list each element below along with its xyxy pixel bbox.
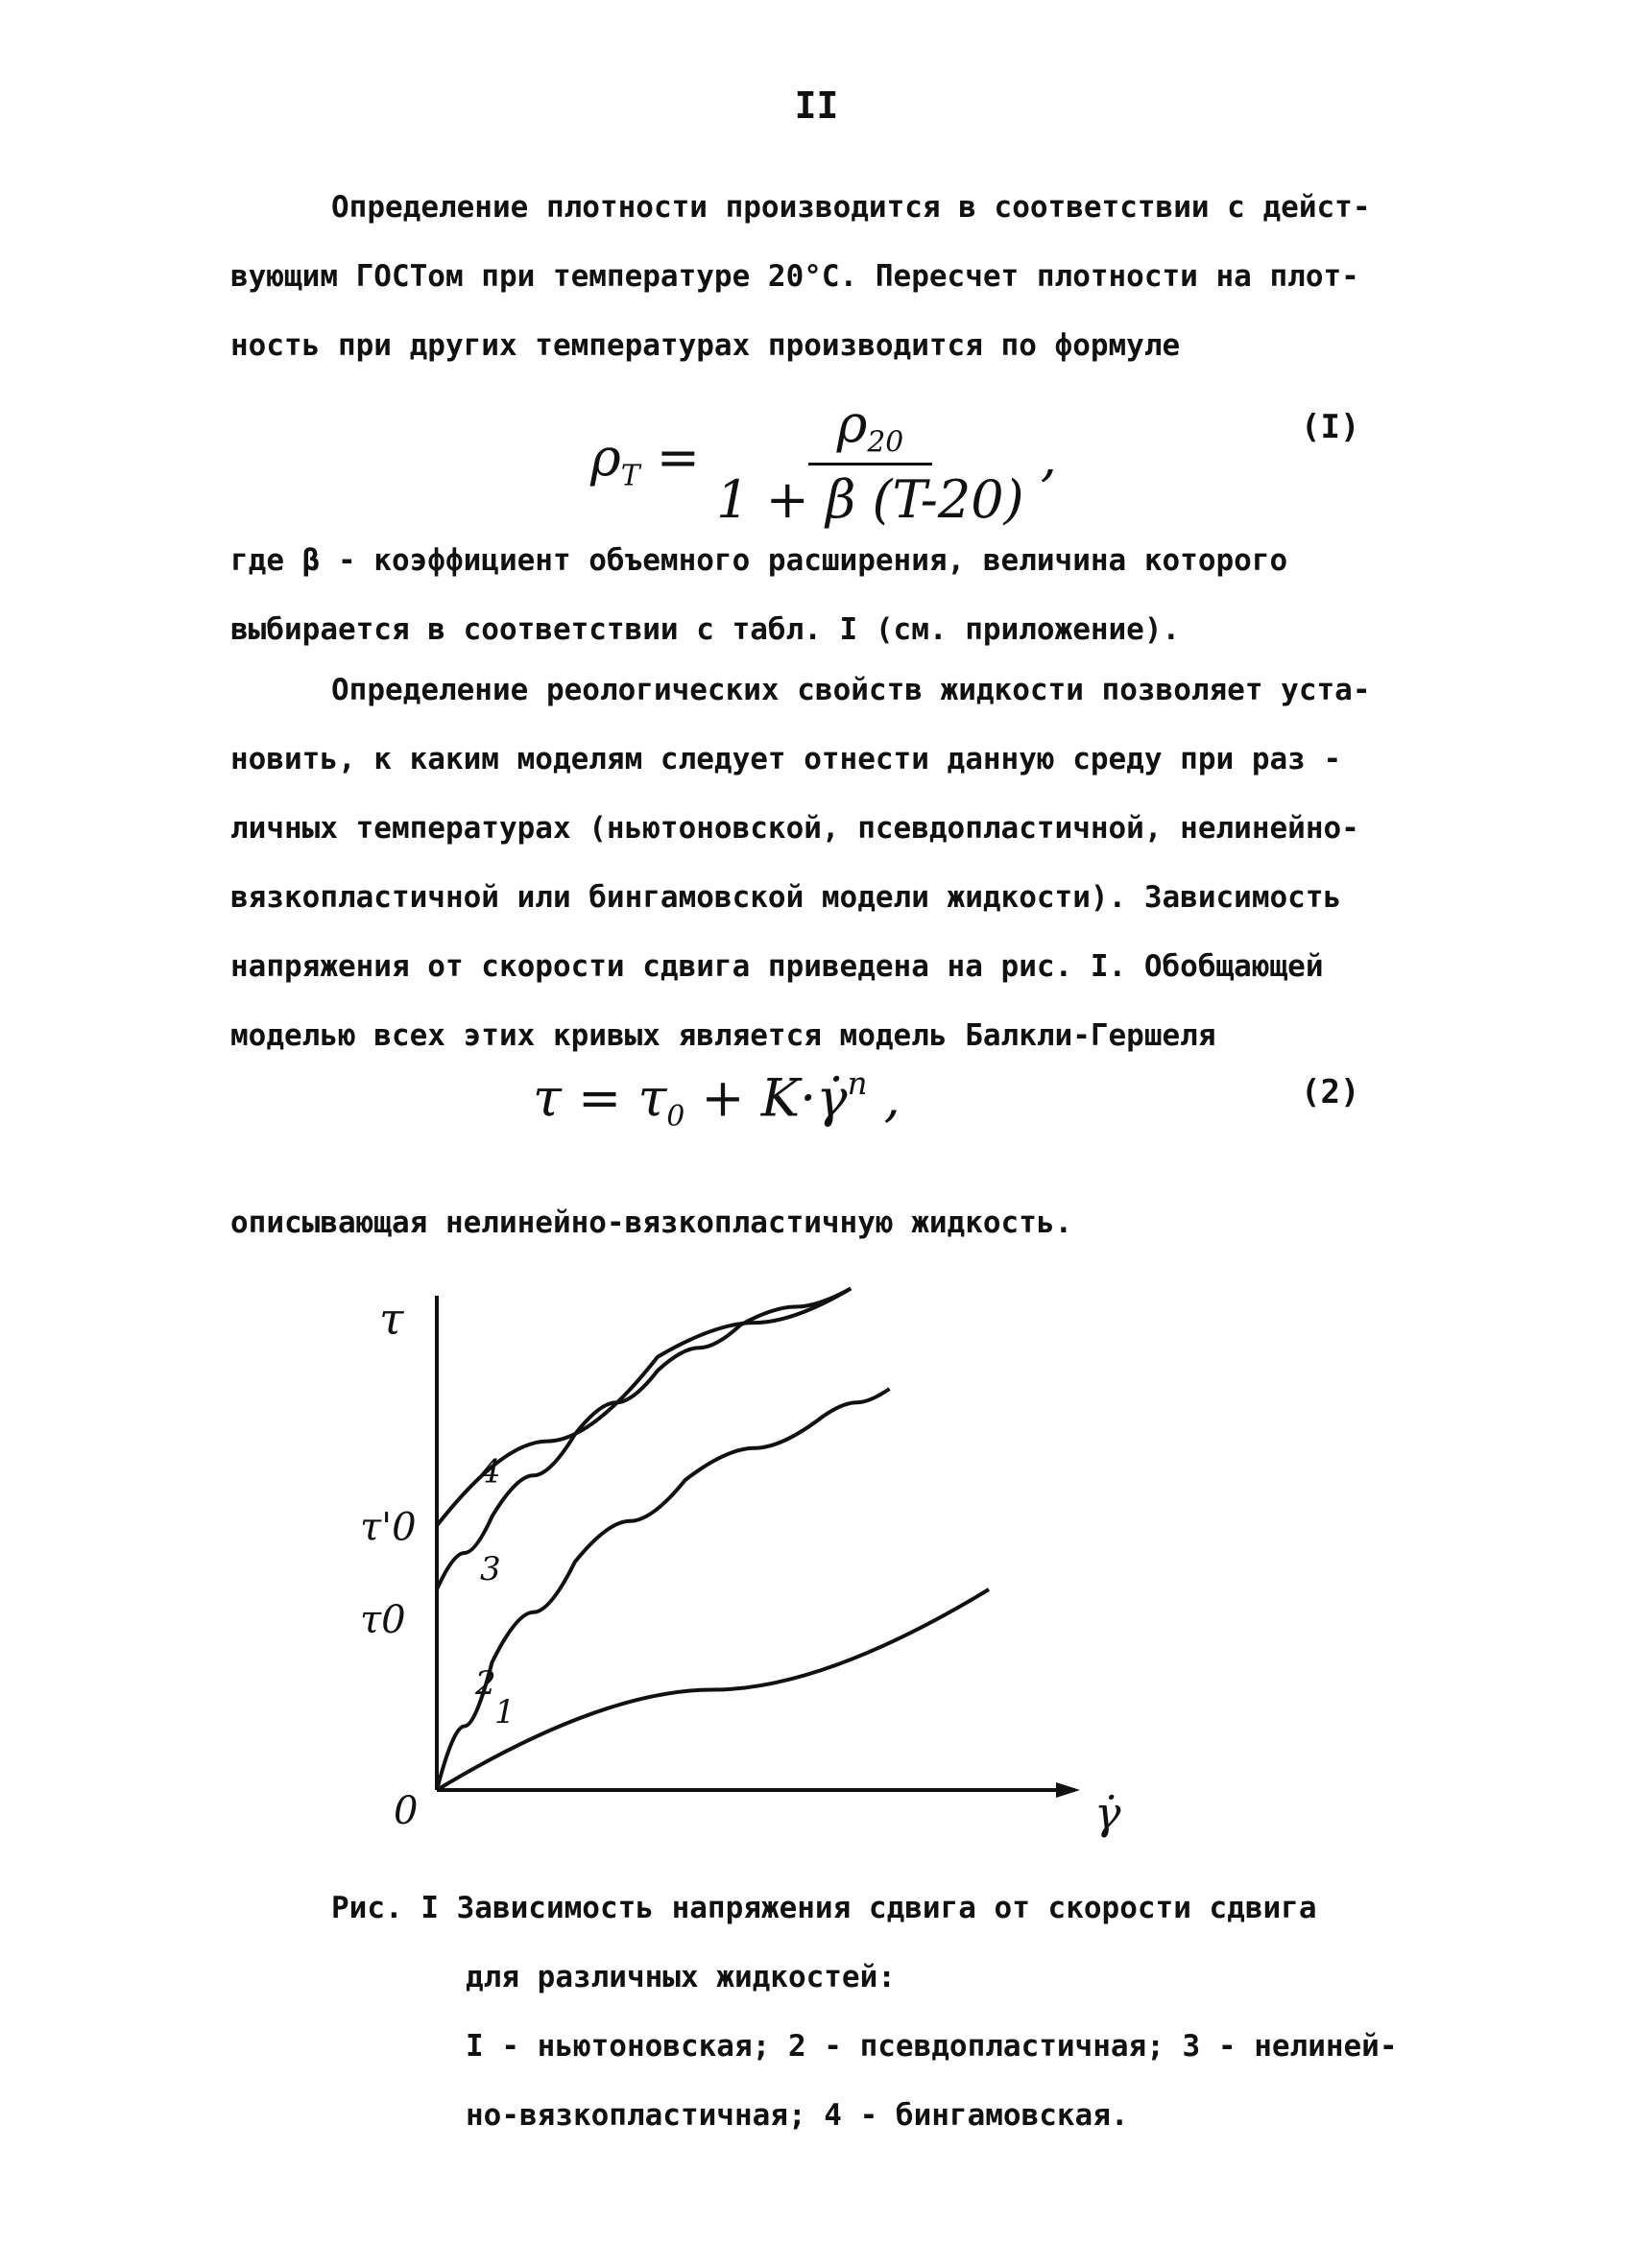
curve-label-2: 2 <box>475 1664 496 1703</box>
paragraph-density <box>230 173 1464 380</box>
caption-line: но-вязкопластичная; 4 - бингамовская. <box>466 2098 1129 2133</box>
caption-line: Рис. I Зависимость напряжения сдвига от скорости сдвига <box>331 1891 1317 1925</box>
formula-density <box>590 394 1057 530</box>
caption-line: для различных жидкостей: <box>466 1960 896 1994</box>
paragraph-rheology <box>230 656 1464 1070</box>
curve-label-3: 3 <box>480 1550 501 1588</box>
text-line: напряжения от скорости сдвига приведена на рис. I. Обобщающей <box>230 949 1324 984</box>
paragraph-description <box>230 1188 1464 1257</box>
formula-fraction <box>716 394 1023 530</box>
equation-number-1: (I) <box>1301 408 1360 446</box>
text-line: описывающая нелинейно-вязкопластичную жидкость. <box>230 1206 1073 1240</box>
formula-denominator: 1 + β (T-20) <box>716 469 1024 531</box>
curve-label-1: 1 <box>494 1693 516 1731</box>
text-line: моделью всех этих кривых является модель Балкли-Гершеля <box>230 1018 1216 1053</box>
text-line: Определение плотности производится в соответствии с дейст- <box>331 190 1371 225</box>
text-line: вязкопластичной или бингамовской модели жидкости). Зависимость <box>230 880 1342 915</box>
text-line: Определение реологических свойств жидкости позволяет уста- <box>331 673 1371 707</box>
formula-equals: = <box>656 427 717 489</box>
text-line: где β - коэффициент объемного расширения, величина которого <box>230 543 1288 578</box>
origin-label: 0 <box>394 1789 419 1833</box>
y-axis-label: τ <box>379 1293 404 1345</box>
paragraph-beta <box>230 526 1464 664</box>
formula-tail: , <box>1040 427 1057 489</box>
formula-lhs: $\rho_T$ <box>590 427 640 493</box>
text-line: личных температурах (ньютоновской, псевдопластичной, нелинейно- <box>230 811 1359 846</box>
text-line: новить, к каким моделям следует отнести данную среду при раз - <box>230 742 1342 776</box>
formula-bulkley-herschel: $\tau = \tau_0$ + K·γ̇$^n$ , <box>533 1065 901 1134</box>
formula-numerator: $\rho_{20}$ <box>808 394 933 466</box>
text-line: вующим ГОСТом при температуре 20°С. Пересчет плотности на плот- <box>230 259 1359 294</box>
tau0-label: τ0 <box>360 1598 406 1642</box>
shear-stress-chart <box>346 1277 1210 1872</box>
figure-caption <box>331 1874 1502 2150</box>
page-number: II <box>794 84 839 127</box>
text-line: ность при других температурах производится по формуле <box>230 328 1181 363</box>
chart-labels <box>360 1293 1121 1839</box>
curve-label-4: 4 <box>480 1452 501 1492</box>
caption-line: I - ньютоновская; 2 - псевдопластичная; 3 - нелиней- <box>466 2029 1398 2064</box>
x-axis-label: γ̇ <box>1094 1787 1121 1839</box>
tau0-prime-label: τ'0 <box>360 1505 417 1550</box>
x-axis-arrow <box>1056 1782 1080 1798</box>
text-line: выбирается в соответствии с табл. I (см. приложение). <box>230 612 1181 647</box>
equation-number-2: (2) <box>1301 1073 1360 1111</box>
chart-curves <box>437 1289 989 1791</box>
chart-axes <box>437 1296 1080 1798</box>
